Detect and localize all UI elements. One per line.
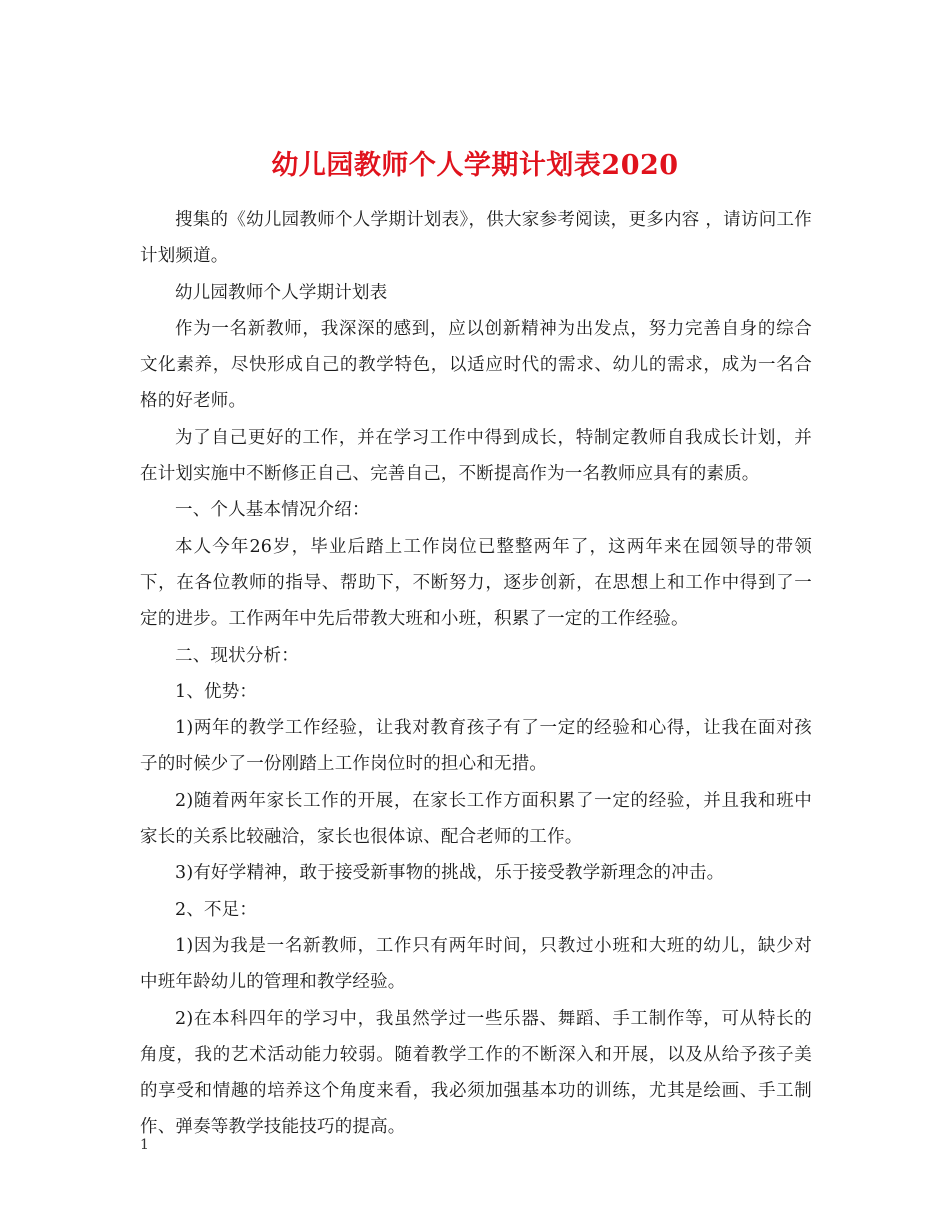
subheading-strengths: 1、优势： [175, 681, 258, 702]
list-item-weakness-1: 1)因为我是一名新教师，工作只有两年时间，只教过小班和大班的幼儿，缺少对中班年龄幼儿的管理和教学经验。 [140, 935, 812, 993]
paragraph-basic-info: 本人今年26岁，毕业后踏上工作岗位已整整两年了，这两年来在园领导的带领下，在各位教师的指导、帮助下，不断努力，逐步创新，在思想上和工作中得到了一定的进步。工作两年中先后带教大班和小班，积累了一定的工作经验。 [140, 536, 812, 630]
list-item-weakness-2: 2)在本科四年的学习中，我虽然学过一些乐器、舞蹈、手工制作等，可从特长的角度，我的艺术活动能力较弱。随着教学工作的不断深入和开展，以及从给予孩子美的享受和情趣的培养这个角度来看，我必须加强基本功的训练，尤其是绘画、手工制作、弹奏等教学技能技巧的提高。 [140, 1008, 812, 1138]
section-heading-basic-info: 一、个人基本情况介绍： [175, 500, 370, 521]
list-item-strength-3: 3)有好学精神，敢于接受新事物的挑战，乐于接受教学新理念的冲击。 [175, 863, 725, 884]
paragraph-intro: 搜集的《幼儿园教师个人学期计划表》，供大家参考阅读，更多内容 ，请访问工作计划频道。 [140, 210, 812, 267]
section-heading-analysis: 二、现状分析： [175, 645, 299, 666]
document-body [140, 202, 812, 1146]
subheading-weaknesses: 2、不足： [175, 899, 258, 920]
page-number: 1 [140, 1137, 149, 1153]
list-item-strength-2: 2)随着两年家长工作的开展，在家长工作方面积累了一定的经验，并且我和班中家长的关系比较融洽，家长也很体谅、配合老师的工作。 [140, 790, 812, 848]
paragraph-purpose: 为了自己更好的工作，并在学习工作中得到成长，特制定教师自我成长计划，并在计划实施中不断修正自己、完善自己，不断提高作为一名教师应具有的素质。 [140, 427, 812, 485]
page-title: 幼儿园教师个人学期计划表2020 [271, 150, 679, 182]
list-item-strength-1: 1)两年的教学工作经验，让我对教育孩子有了一定的经验和心得，让我在面对孩子的时候少了一份刚踏上工作岗位时的担心和无措。 [140, 718, 812, 775]
paragraph-subtitle: 幼儿园教师个人学期计划表 [175, 282, 388, 303]
paragraph-goal: 作为一名新教师，我深深的感到，应以创新精神为出发点，努力完善自身的综合文化素养，尽快形成自己的教学特色，以适应时代的需求、幼儿的需求，成为一名合格的好老师。 [140, 318, 812, 412]
